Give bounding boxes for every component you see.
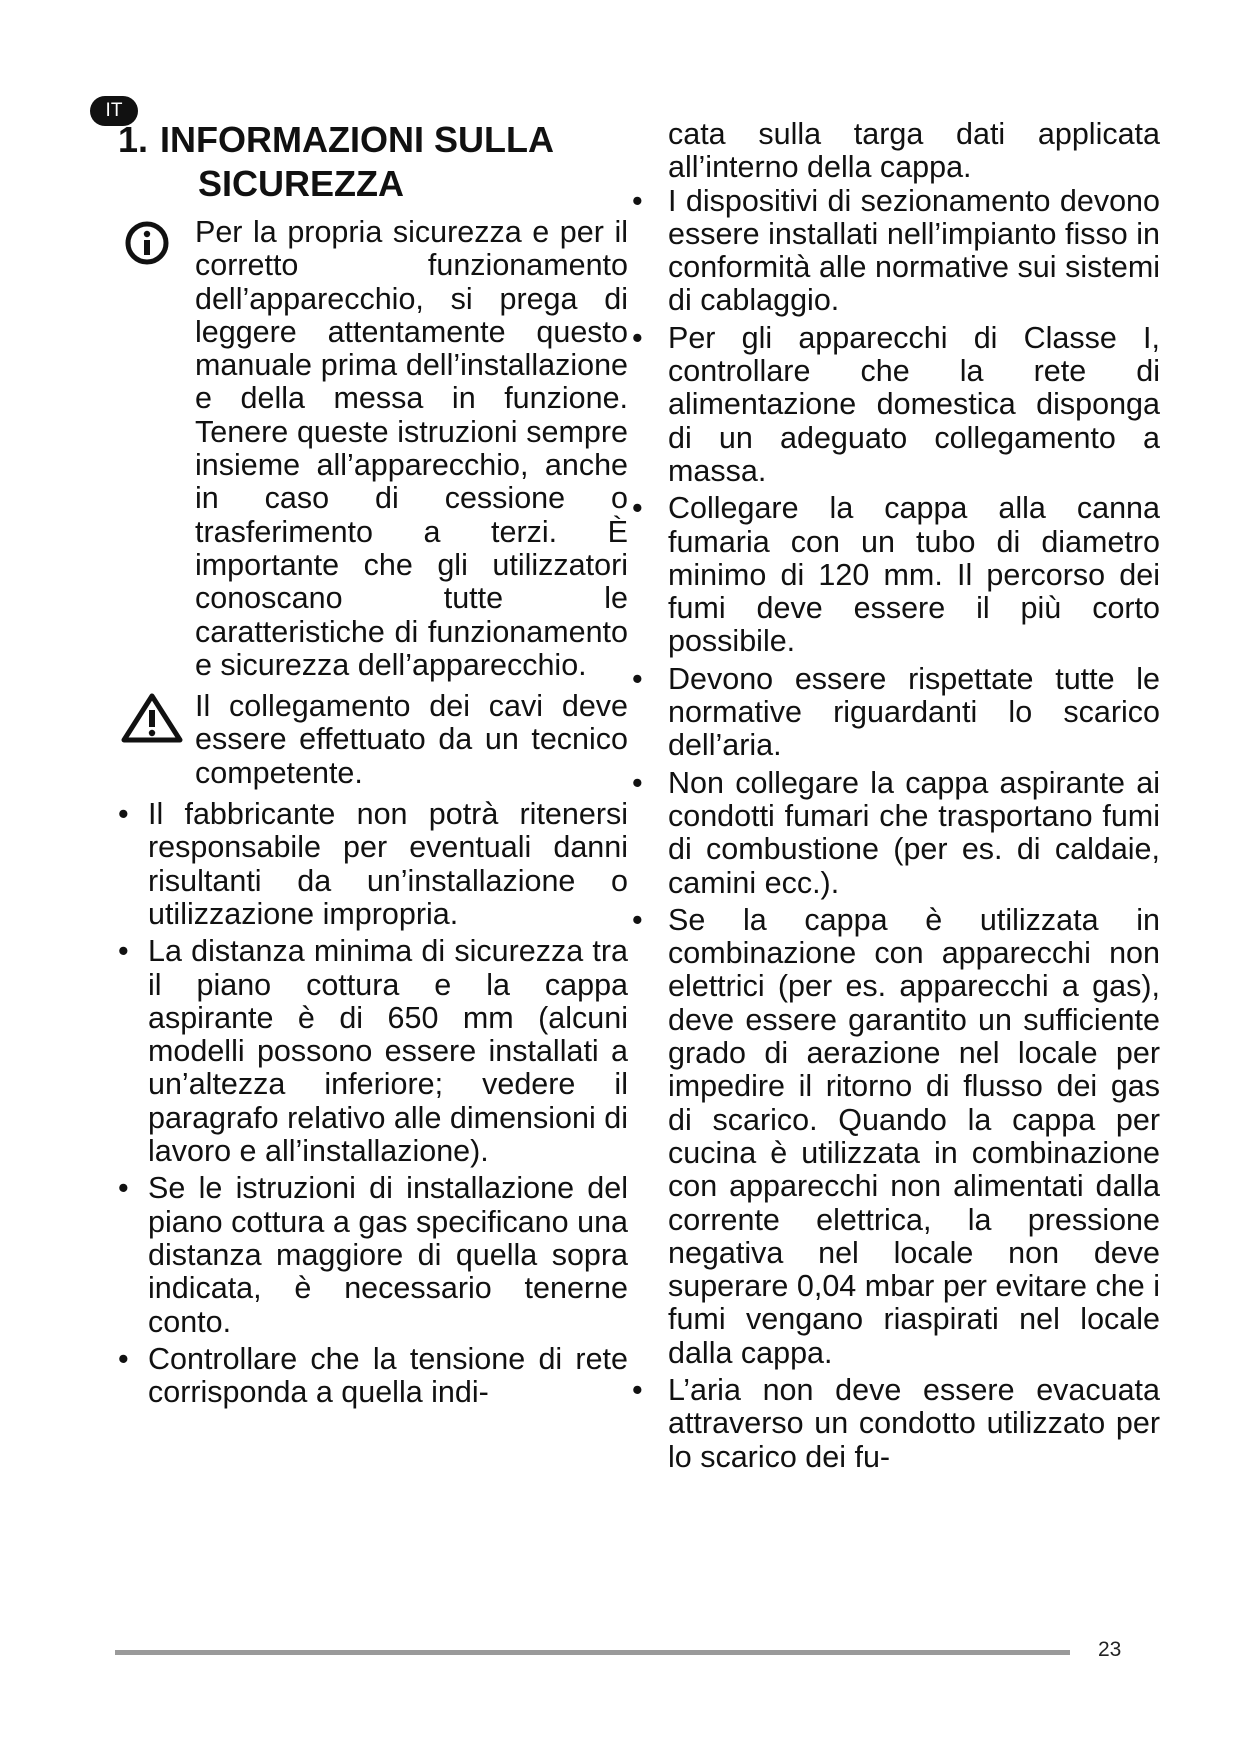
list-item-text: I dispositivi di sezionamento devono essere installati nell’impianto fisso in conformità alle normative sui sistemi di cablaggio. — [668, 183, 1160, 318]
bullet-symbol: • — [118, 1341, 129, 1376]
info-circle-icon — [124, 220, 170, 266]
warning-notice — [118, 690, 628, 790]
bullet-symbol: • — [632, 765, 643, 800]
footer-divider — [115, 1650, 1070, 1655]
bullet-symbol: • — [118, 1171, 129, 1206]
continued-text: cata sulla targa dati applicata all’interno della cappa. — [668, 117, 1160, 185]
left-column — [118, 118, 628, 1413]
info-notice — [118, 216, 628, 682]
list-item-text: Se le istruzioni di installazione del piano cottura a gas specificano una distanza maggiore di quella sopra indicata, è necessario tenerne conto. — [148, 1171, 628, 1339]
list-item-text: L’aria non deve essere evacuata attraverso un condotto utilizzato per lo scarico dei fu- — [668, 1372, 1160, 1474]
list-item-text: Non collegare la cappa aspirante ai condotti fumari che trasportano fumi di combustione (per es. di caldaie, camini ecc.). — [668, 765, 1160, 900]
list-item-text: Devono essere rispettate tutte le normative riguardanti lo scarico dell’aria. — [668, 661, 1160, 763]
bullet-symbol: • — [118, 934, 129, 969]
bullet-symbol: • — [632, 491, 643, 526]
list-item-text: Controllare che la tensione di rete corrisponda a quella indi- — [148, 1341, 628, 1410]
list-item — [632, 663, 1160, 763]
info-notice-text: Per la propria sicurezza e per il corretto funzionamento dell’apparecchio, si prega di leggere attentamente questo manuale prima dell’installazione e della messa in funzione. Tenere queste istruzioni sempre insieme all’apparecchio, anche in caso di cessione o trasferimento a terzi. È importante che gli utilizzatori conoscano tutte le caratteristiche di funzionamento e sicurezza dell’apparecchio. — [195, 215, 628, 682]
warning-notice-text: Il collegamento dei cavi deve essere effettuato da un tecnico competente. — [195, 689, 628, 790]
list-item-text: La distanza minima di sicurezza tra il piano cottura e la cappa aspirante è di 650 mm (alcuni modelli possono essere installati a un’altezza inferiore; vedere il paragrafo relativo alle dimensioni di lavoro e all’installazione). — [148, 934, 628, 1169]
section-title-line2: SICUREZZA — [198, 163, 404, 204]
list-item — [118, 1343, 628, 1410]
list-item — [632, 1374, 1160, 1474]
section-heading — [118, 118, 628, 206]
list-item-text: Il fabbricante non potrà ritenersi responsabile per eventuali danni risultanti da un’installazione o utilizzazione impropria. — [148, 797, 628, 931]
section-title-line1: INFORMAZIONI SULLA — [160, 119, 554, 160]
list-item-text: Collegare la cappa alla canna fumaria con un tubo di diametro minimo di 120 mm. Il percorso dei fumi deve essere il più corto possibile. — [668, 491, 1160, 659]
list-item-text: Se la cappa è utilizzata in combinazione con apparecchi non elettrici (per es. apparecchi a gas), deve essere garantito un sufficiente grado di aerazione nel locale per impedire il ritorno di flusso dei gas di scarico. Quando la cappa per cucina è utilizzata in combinazione con apparecchi non alimentati dalla corrente elettrica, la pressione negativa nel locale non deve superare 0,04 mbar per evitare che i fumi vengano riaspirati nel locale dalla cappa. — [668, 902, 1160, 1370]
language-badge: IT — [90, 96, 138, 126]
list-item-text: Per gli apparecchi di Classe I, controllare che la rete di alimentazione domestica disponga di un adeguato collegamento a massa. — [668, 320, 1160, 488]
list-item — [632, 492, 1160, 658]
list-item — [632, 185, 1160, 318]
warning-triangle-icon — [118, 692, 186, 742]
bullet-symbol: • — [632, 320, 643, 355]
list-item — [632, 904, 1160, 1370]
bullet-symbol: • — [632, 183, 643, 218]
bullet-symbol: • — [632, 661, 643, 696]
right-column — [632, 118, 1160, 1478]
list-item — [118, 1172, 628, 1338]
bullet-symbol: • — [118, 797, 129, 832]
list-item — [632, 322, 1160, 488]
bullet-symbol: • — [632, 902, 643, 937]
list-item — [118, 798, 628, 931]
list-item — [632, 767, 1160, 900]
list-item — [118, 935, 628, 1168]
section-number: 1. — [118, 119, 149, 160]
page-number: 23 — [1098, 1638, 1122, 1661]
bullet-symbol: • — [632, 1372, 643, 1407]
